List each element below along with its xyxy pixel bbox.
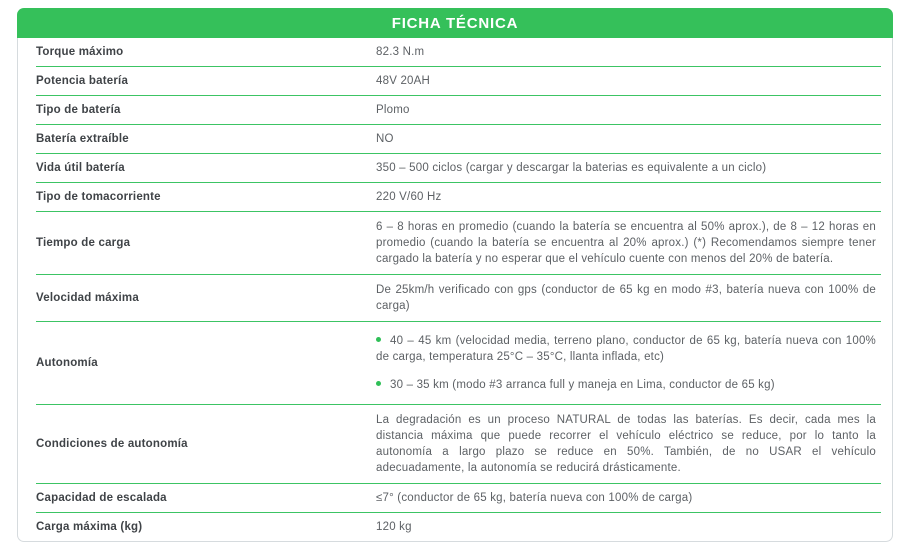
row-label: Velocidad máxima [36,292,139,304]
table-header [17,8,893,38]
table-body [17,38,893,542]
row-label: Tipo de tomacorriente [36,191,161,203]
spec-row-vida-util [36,154,881,183]
row-label: Tipo de batería [36,104,121,116]
spec-row-bateria-extraible [36,125,881,154]
spec-row-tiempo-carga [36,212,881,275]
spec-row-autonomia [36,322,881,405]
row-label: Autonomía [36,357,98,369]
row-value: 6 – 8 horas en promedio (cuando la batería se encuentra al 50% aprox.), de 8 – 12 horas en promedio (cuando la batería se encuentra al 20% aprox.) (*) Recomendamos siempre tener cargado la batería y no esperar que el vehículo cuente con menos del 20% de batería. [376,221,876,265]
autonomia-bullet-item [376,377,876,393]
row-value: 82.3 N.m [376,46,425,58]
spec-row-tipo-bateria [36,96,881,125]
spec-row-velocidad-maxima [36,275,881,322]
spec-row-tomacorriente [36,183,881,212]
spec-table [17,8,893,542]
spec-row-capacidad-escalada [36,484,881,513]
row-value: 120 kg [376,521,412,533]
row-value: De 25km/h verificado con gps (conductor de 65 kg en modo #3, batería nueva con 100% de carga) [376,284,876,312]
row-value [376,329,881,397]
table-title: FICHA TÉCNICA [391,14,519,32]
bullet-text: 30 – 35 km (modo #3 arranca full y maneja en Lima, conductor de 65 kg) [390,379,775,391]
row-value: 220 V/60 Hz [376,191,442,203]
row-label: Condiciones de autonomía [36,438,188,450]
row-value: 48V 20AH [376,75,431,87]
autonomia-bullet-item [376,333,876,365]
spec-row-potencia-bateria [36,67,881,96]
row-value: NO [376,133,394,145]
spec-row-carga-maxima [36,513,881,541]
row-label: Torque máximo [36,46,124,58]
row-value: ≤7° (conductor de 65 kg, batería nueva con 100% de carga) [376,492,693,504]
row-value: 350 – 500 ciclos (cargar y descargar la baterias es equivalente a un ciclo) [376,162,767,174]
bullet-icon [376,337,381,342]
spec-row-condiciones-autonomia [36,405,881,484]
row-label: Batería extraíble [36,133,129,145]
row-label: Carga máxima (kg) [36,521,143,533]
row-value: Plomo [376,104,410,116]
row-value: La degradación es un proceso NATURAL de todas las baterías. Es decir, cada mes la distancia máxima que puede recorrer el vehículo eléctrico se reduce, por lo tanto la autonomía a largo plazo se reduce en 50%. También, de no USAR el vehículo adecuadamente, la autonomía se reducirá drásticamente. [376,414,876,474]
bullet-icon [376,381,381,386]
row-label: Capacidad de escalada [36,492,167,504]
row-label: Tiempo de carga [36,237,131,249]
spec-row-torque [36,38,881,67]
row-label: Potencia batería [36,75,129,87]
row-label: Vida útil batería [36,162,125,174]
bullet-text: 40 – 45 km (velocidad media, terreno plano, conductor de 65 kg, batería nueva con 100% de carga, temperatura 25°C – 35°C, llanta inflada, etc) [376,335,876,363]
